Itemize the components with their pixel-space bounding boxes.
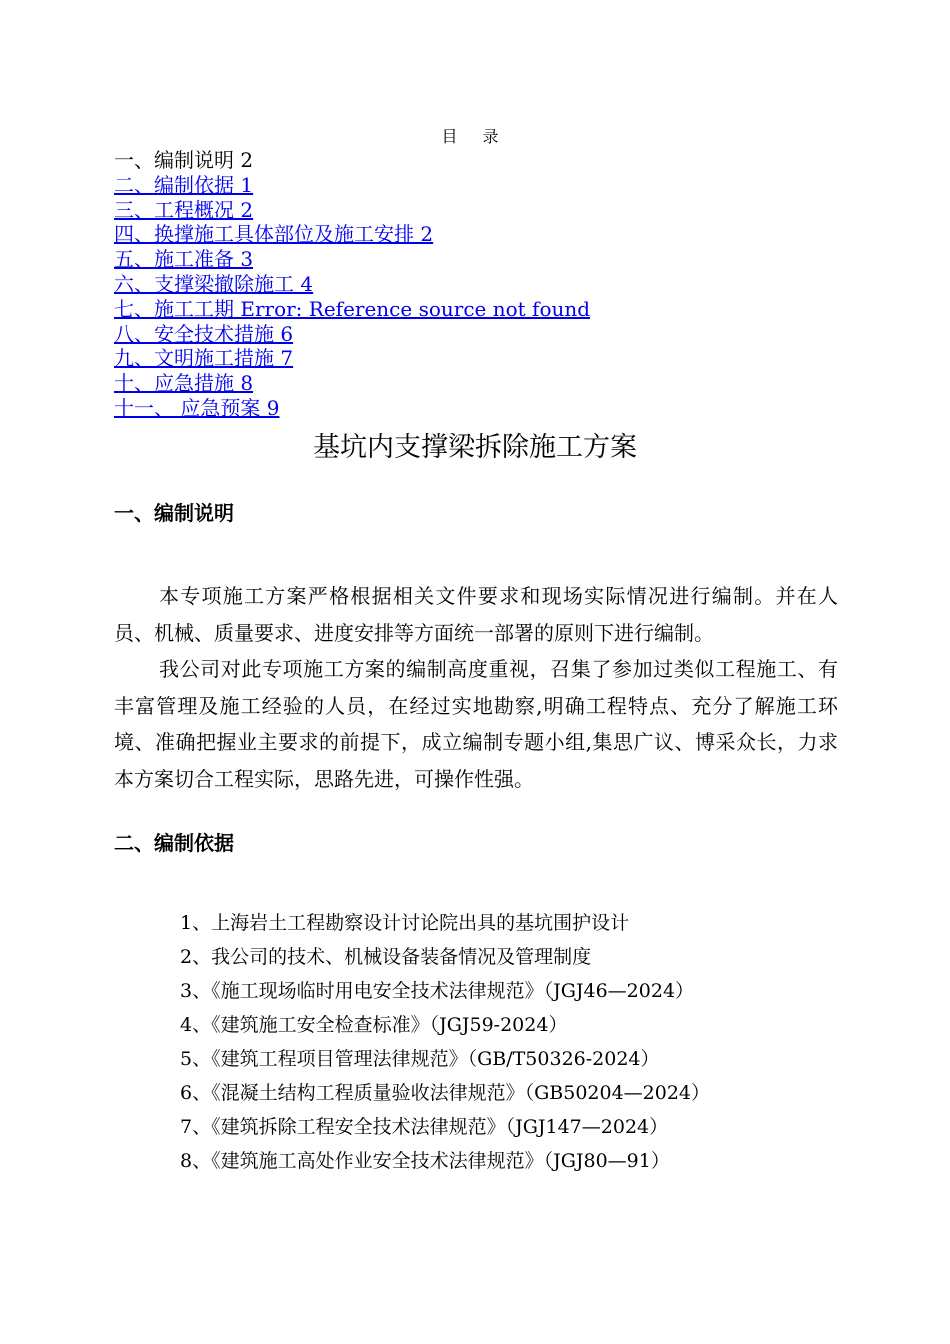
list-item: 7、《建筑拆除工程安全技术法律规范》（JGJ147—2024） <box>180 1116 669 1138</box>
section-1-body <box>114 578 838 797</box>
section-heading-1: 一、编制说明 <box>114 501 234 525</box>
list-item: 8、《建筑施工高处作业安全技术法律规范》（JGJ80—91） <box>180 1150 670 1172</box>
toc-link-9[interactable]: 九、文明施工措施 7 <box>114 346 294 371</box>
toc-link-10[interactable]: 十、应急措施 8 <box>114 371 254 396</box>
document-title: 基坑内支撑梁拆除施工方案 <box>313 432 637 463</box>
toc-title: 目 录 <box>441 127 509 146</box>
list-item: 6、《混凝土结构工程质量验收法律规范》（GB50204—2024） <box>180 1082 711 1104</box>
toc-link-11[interactable]: 十一、 应急预案 9 <box>114 395 280 420</box>
toc-link-6[interactable]: 六、支撑梁撤除施工 4 <box>114 271 314 296</box>
list-item: 1、上海岩土工程勘察设计讨论院出具的基坑围护设计 <box>180 912 630 934</box>
toc-item-1: 一、编制说明 2 <box>114 148 254 172</box>
basis-list <box>180 906 840 1178</box>
table-of-contents <box>114 148 834 421</box>
list-item: 5、《建筑工程项目管理法律规范》（GB/T50326-2024） <box>180 1048 660 1070</box>
section-heading-2: 二、编制依据 <box>114 831 234 855</box>
toc-link-3[interactable]: 三、工程概况 2 <box>114 197 254 222</box>
toc-link-7[interactable]: 七、施工工期 Error: Reference source not found <box>114 296 591 321</box>
paragraph: 本专项施工方案严格根据相关文件要求和现场实际情况进行编制。并在人员、机械、质量要求、进度安排等方面统一部署的原则下进行编制。 <box>114 584 838 645</box>
toc-link-2[interactable]: 二、编制依据 1 <box>114 172 254 197</box>
toc-link-4[interactable]: 四、换撑施工具体部位及施工安排 2 <box>114 222 434 247</box>
list-item: 4、《建筑施工安全检查标准》（JGJ59-2024） <box>180 1014 568 1036</box>
toc-link-8[interactable]: 八、安全技术措施 6 <box>114 321 294 346</box>
paragraph: 我公司对此专项施工方案的编制高度重视，召集了参加过类似工程施工、有丰富管理及施工经验的人员，在经过实地勘察,明确工程特点、充分了解施工环境、准确把握业主要求的前提下，成立编制专题小组,集思广议、博采众长，力求本方案切合工程实际，思路先进，可操作性强。 <box>114 657 838 791</box>
list-item: 3、《施工现场临时用电安全技术法律规范》（JGJ46—2024） <box>180 980 695 1002</box>
toc-link-5[interactable]: 五、施工准备 3 <box>114 247 254 272</box>
list-item: 2、我公司的技术、机械设备装备情况及管理制度 <box>180 946 592 968</box>
